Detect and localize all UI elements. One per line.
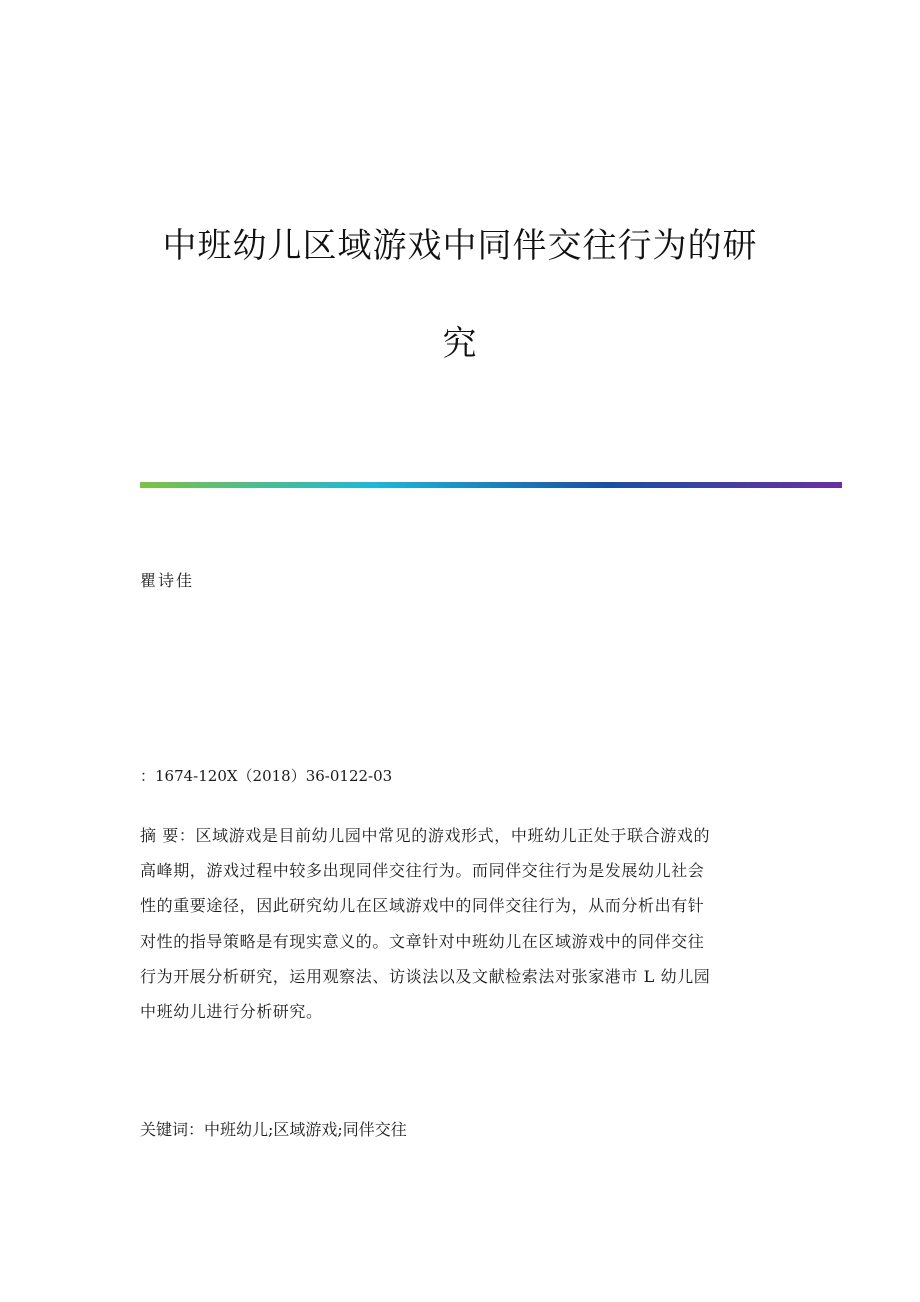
gradient-divider	[140, 482, 842, 488]
abstract-line: 摘 要：区域游戏是目前幼儿园中常见的游戏形式，中班幼儿正处于联合游戏的	[140, 826, 711, 845]
abstract-line: 中班幼儿进行分析研究。	[140, 1002, 323, 1022]
abstract-line: 对性的指导策略是有现实意义的。文章针对中班幼儿在区域游戏中的同伴交往	[140, 931, 705, 951]
keywords-line: 关键词：中班幼儿;区域游戏;同伴交往	[140, 1120, 407, 1139]
abstract-line: 行为开展分析研究，运用观察法、访谈法以及文献检索法对张家港市 L 幼儿园	[140, 966, 711, 986]
document-title-line-2: 究	[442, 324, 478, 364]
abstract-block	[140, 818, 782, 1029]
reference-code: ：1674-120X（2018）36-0122-03	[140, 767, 393, 785]
abstract-line: 性的重要途径，因此研究幼儿在区域游戏中的同伴交往行为，从而分析出有针	[140, 896, 705, 916]
author-name: 瞿诗佳	[140, 571, 195, 590]
abstract-line: 高峰期，游戏过程中较多出现同伴交往行为。而同伴交往行为是发展幼儿社会	[140, 861, 705, 881]
document-title-line-1: 中班幼儿区域游戏中同伴交往行为的研	[162, 226, 758, 266]
